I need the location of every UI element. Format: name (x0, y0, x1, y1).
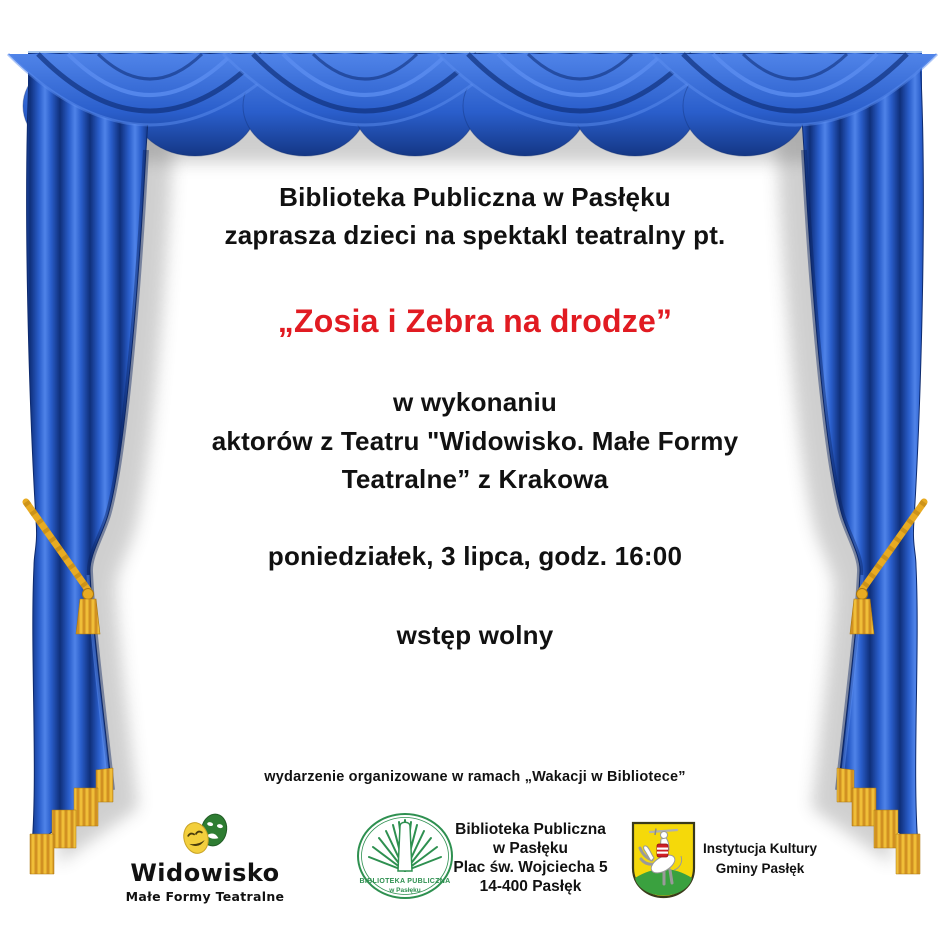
address-line1: Biblioteka Publiczna (455, 821, 606, 838)
address-line2: w Pasłęku (493, 840, 568, 857)
widowisko-subtitle: Małe Formy Teatralne (125, 889, 285, 904)
institution-line1: Instytucja Kultury (702, 841, 818, 856)
widowisko-name: Widowisko (130, 859, 280, 887)
cast-line2: aktorów z Teatru "Widowisko. Małe Formy (211, 426, 739, 456)
coat-of-arms-icon (630, 820, 697, 900)
footnote-line: wydarzenie organizowane w ramach „Wakacji w Bibliotece” (264, 769, 686, 785)
header-line2: zaprasza dzieci na spektakl teatralny pt. (224, 220, 726, 250)
address-line4: 14-400 Pasłęk (479, 878, 582, 895)
cast-line1: w wykonaniu (392, 387, 557, 417)
cast-line3: Teatralne” z Krakowa (341, 464, 609, 494)
header-line1: Biblioteka Publiczna w Pasłęku (279, 182, 671, 212)
widowisko-logo (116, 808, 294, 904)
library-address (453, 820, 608, 896)
institution-caption (695, 839, 825, 879)
theater-masks-icon (173, 808, 237, 858)
library-seal-icon (355, 811, 455, 903)
date-time-line: poniedziałek, 3 lipca, godz. 16:00 (267, 541, 683, 571)
seal-text-line1: BIBLIOTEKA PUBLICZNA (359, 878, 451, 885)
institution-line2: Gminy Pasłęk (715, 861, 805, 876)
show-title: „Zosia i Zebra na drodze” (277, 303, 673, 339)
admission-line: wstęp wolny (396, 620, 554, 650)
address-line3: Plac św. Wojciecha 5 (453, 859, 608, 876)
seal-text-line2: w Pasłęku (389, 887, 421, 894)
